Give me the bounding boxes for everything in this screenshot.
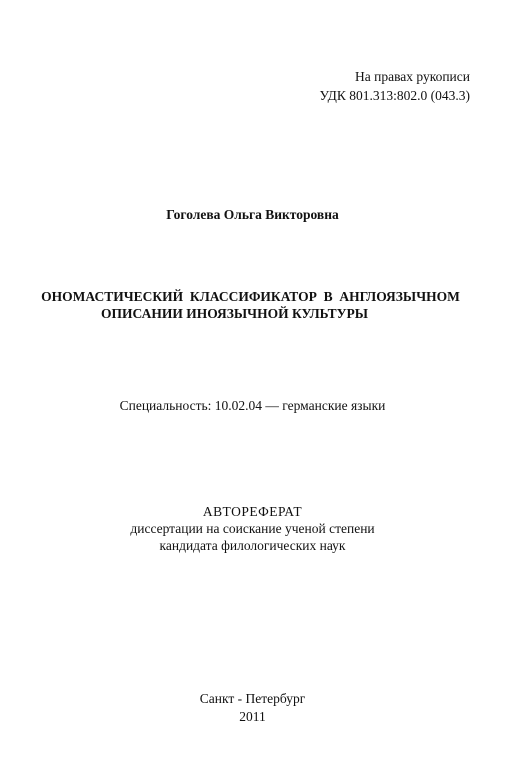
abstract-block	[0, 503, 511, 554]
rights-notice: На правах рукописи	[354, 69, 470, 84]
abstract-line-1: диссертации на соискание ученой степени	[130, 521, 375, 536]
abstract-line-2: кандидата филологических наук	[159, 538, 346, 553]
year: 2011	[239, 709, 266, 724]
dissertation-title	[0, 288, 511, 322]
abstract-heading: АВТОРЕФЕРАТ	[202, 504, 303, 519]
title-line-1: ОНОМАСТИЧЕСКИЙ КЛАССИФИКАТОР В АНГЛОЯЗЫЧНОМ	[41, 289, 460, 304]
title-line-2: ОПИСАНИИ ИНОЯЗЫЧНОЙ КУЛЬТУРЫ	[101, 306, 368, 321]
city: Санкт - Петербург	[199, 691, 306, 706]
rights-block	[319, 67, 470, 105]
udc-code: УДК 801.313:802.0 (043.3)	[319, 88, 470, 103]
author-name: Гоголева Ольга Викторовна	[166, 207, 339, 222]
specialty: Специальность: 10.02.04 — германские языки	[119, 398, 386, 413]
place-block	[0, 690, 511, 726]
